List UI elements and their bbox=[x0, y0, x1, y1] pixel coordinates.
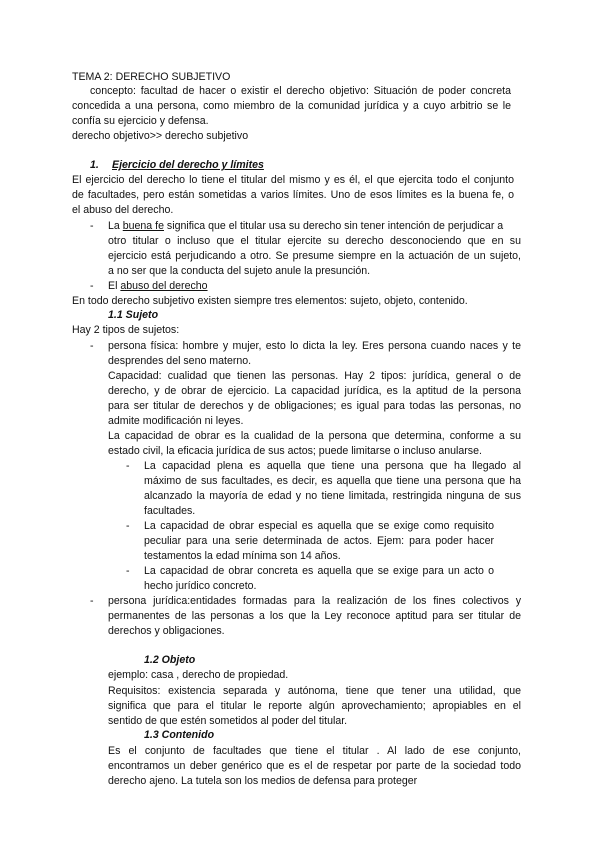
relation-line: derecho objetivo>> derecho subjetivo bbox=[72, 130, 249, 142]
paragraph-line: derecho ajeno. La tutela son los medios de defensa para proteger bbox=[108, 775, 418, 787]
underlined-term: abuso del derecho bbox=[120, 280, 208, 292]
list-dash: - bbox=[126, 520, 130, 532]
list-item bbox=[108, 219, 503, 233]
section-number: 1. bbox=[90, 159, 99, 171]
paragraph-line: Es el conjunto de facultades que tiene el titular . Al lado de ese conjunto, bbox=[108, 745, 521, 757]
paragraph-line: Requisitos: existencia separada y autónoma, tiene que tener una utilidad, que bbox=[108, 685, 521, 697]
concept-line: concepto: facultad de hacer o existir el derecho objetivo: Situación de poder concreta bbox=[90, 85, 511, 97]
list-dash: - bbox=[90, 340, 94, 352]
list-item-line: desprendes del seno materno. bbox=[108, 355, 252, 367]
list-item-line: a no ser que la conducta del sujeto anule la presunción. bbox=[108, 265, 371, 277]
nested-item-line: facultades. bbox=[144, 505, 196, 517]
paragraph-line: ejemplo: casa , derecho de propiedad. bbox=[108, 669, 289, 681]
list-item-line: ejercicio está perjudicando a otro. Se presume siempre en la actuación de un sujeto, bbox=[108, 250, 521, 262]
paragraph-line: sentido de que estén sometidos al poder del titular. bbox=[108, 715, 348, 727]
list-dash: - bbox=[126, 565, 130, 577]
list-item-line: permanentes de las personas a los que la Ley reconoce aptitud para ser titular de bbox=[108, 610, 521, 622]
paragraph-line: La capacidad de obrar es la cualidad de la persona que determina, conforme a su bbox=[108, 430, 521, 442]
list-item-line: persona física: hombre y mujer, esto lo dicta la ley. Eres persona cuando naces y te bbox=[108, 340, 521, 352]
paragraph-line: el abuso del derecho. bbox=[72, 204, 174, 216]
paragraph-line: admite modificación ni leyes. bbox=[108, 415, 244, 427]
concept-line: confía su ejercicio y defensa. bbox=[72, 115, 209, 127]
paragraph-line: significa que para el titular le reporte algún aprovechamiento; apropiables en el bbox=[108, 700, 521, 712]
list-dash: - bbox=[90, 280, 94, 292]
list-dash: - bbox=[90, 220, 94, 232]
paragraph-line: para ser titular de derechos y de obligaciones; es igual para todas las personas, no bbox=[108, 400, 521, 412]
doc-title: TEMA 2: DERECHO SUBJETIVO bbox=[72, 71, 231, 83]
nested-item-line: máximo de sus facultades, es decir, es aquella que tiene una persona que ha bbox=[144, 475, 521, 487]
list-item-line: persona jurídica:entidades formadas para la realización de los fines colectivos y bbox=[108, 595, 521, 607]
paragraph-line: El ejercicio del derecho lo tiene el titular del mismo y es él, el que ejercita todo el conjunto bbox=[72, 174, 514, 186]
nested-item-line: hecho jurídico concreto. bbox=[144, 580, 257, 592]
paragraph-line: derecho, y de obrar de ejercicio. La capacidad jurídica, es la aptitud de la persona bbox=[108, 385, 521, 397]
paragraph-line: encontramos un deber genérico que es el de respetar por parte de la sociedad todo bbox=[108, 760, 521, 772]
list-item-line: otro titular o incluso que el titular ejercite su derecho desconociendo que en su bbox=[108, 235, 521, 247]
list-dash: - bbox=[126, 460, 130, 472]
text-span: La bbox=[108, 220, 123, 232]
nested-item-line: La capacidad plena es aquella que tiene una persona que ha llegado al bbox=[144, 460, 521, 472]
list-item bbox=[108, 279, 208, 293]
subsection-heading: 1.1 Sujeto bbox=[108, 309, 159, 321]
paragraph-line: estado civil, la eficacia jurídica de sus actos; puede limitarse o incluso anularse. bbox=[108, 445, 482, 457]
subsection-heading: 1.2 Objeto bbox=[144, 654, 196, 666]
nested-item-line: peculiar para una serie determinada de actos. Ejem: para poder hacer bbox=[144, 535, 494, 547]
nested-item-line: alcanzado la mayoría de edad y no tiene limitada, restringida ninguna de sus bbox=[144, 490, 521, 502]
list-dash: - bbox=[90, 595, 94, 607]
underlined-term: buena fe bbox=[122, 220, 164, 232]
paragraph-line: de facultades, pero están sometidas a varios límites. Uno de esos límites es la buena fe, o bbox=[72, 189, 514, 201]
concept-line: concedida a una persona, como miembro de la comunidad jurídica y a cuyo arbitrio se le bbox=[72, 100, 511, 112]
text-span: significa que el titular usa su derecho sin tener intención de perjudicar a bbox=[163, 220, 504, 232]
paragraph-line: Capacidad: cualidad que tienen las personas. Hay 2 tipos: jurídica, general o de bbox=[108, 370, 521, 382]
nested-item-line: testamentos la edad mínima son 14 años. bbox=[144, 550, 341, 562]
list-item-line: derechos y obligaciones. bbox=[108, 625, 225, 637]
text-span: El bbox=[108, 280, 121, 292]
nested-item-line: La capacidad de obrar concreta es aquella que se exige para un acto o bbox=[144, 565, 494, 577]
subsection-heading: 1.3 Contenido bbox=[144, 729, 215, 741]
section-heading: Ejercicio del derecho y límites bbox=[112, 159, 264, 171]
nested-item-line: La capacidad de obrar especial es aquella que se exige como requisito bbox=[144, 520, 494, 532]
paragraph-line: Hay 2 tipos de sujetos: bbox=[72, 324, 180, 336]
paragraph-line: En todo derecho subjetivo existen siempre tres elementos: sujeto, objeto, contenido. bbox=[72, 295, 468, 307]
